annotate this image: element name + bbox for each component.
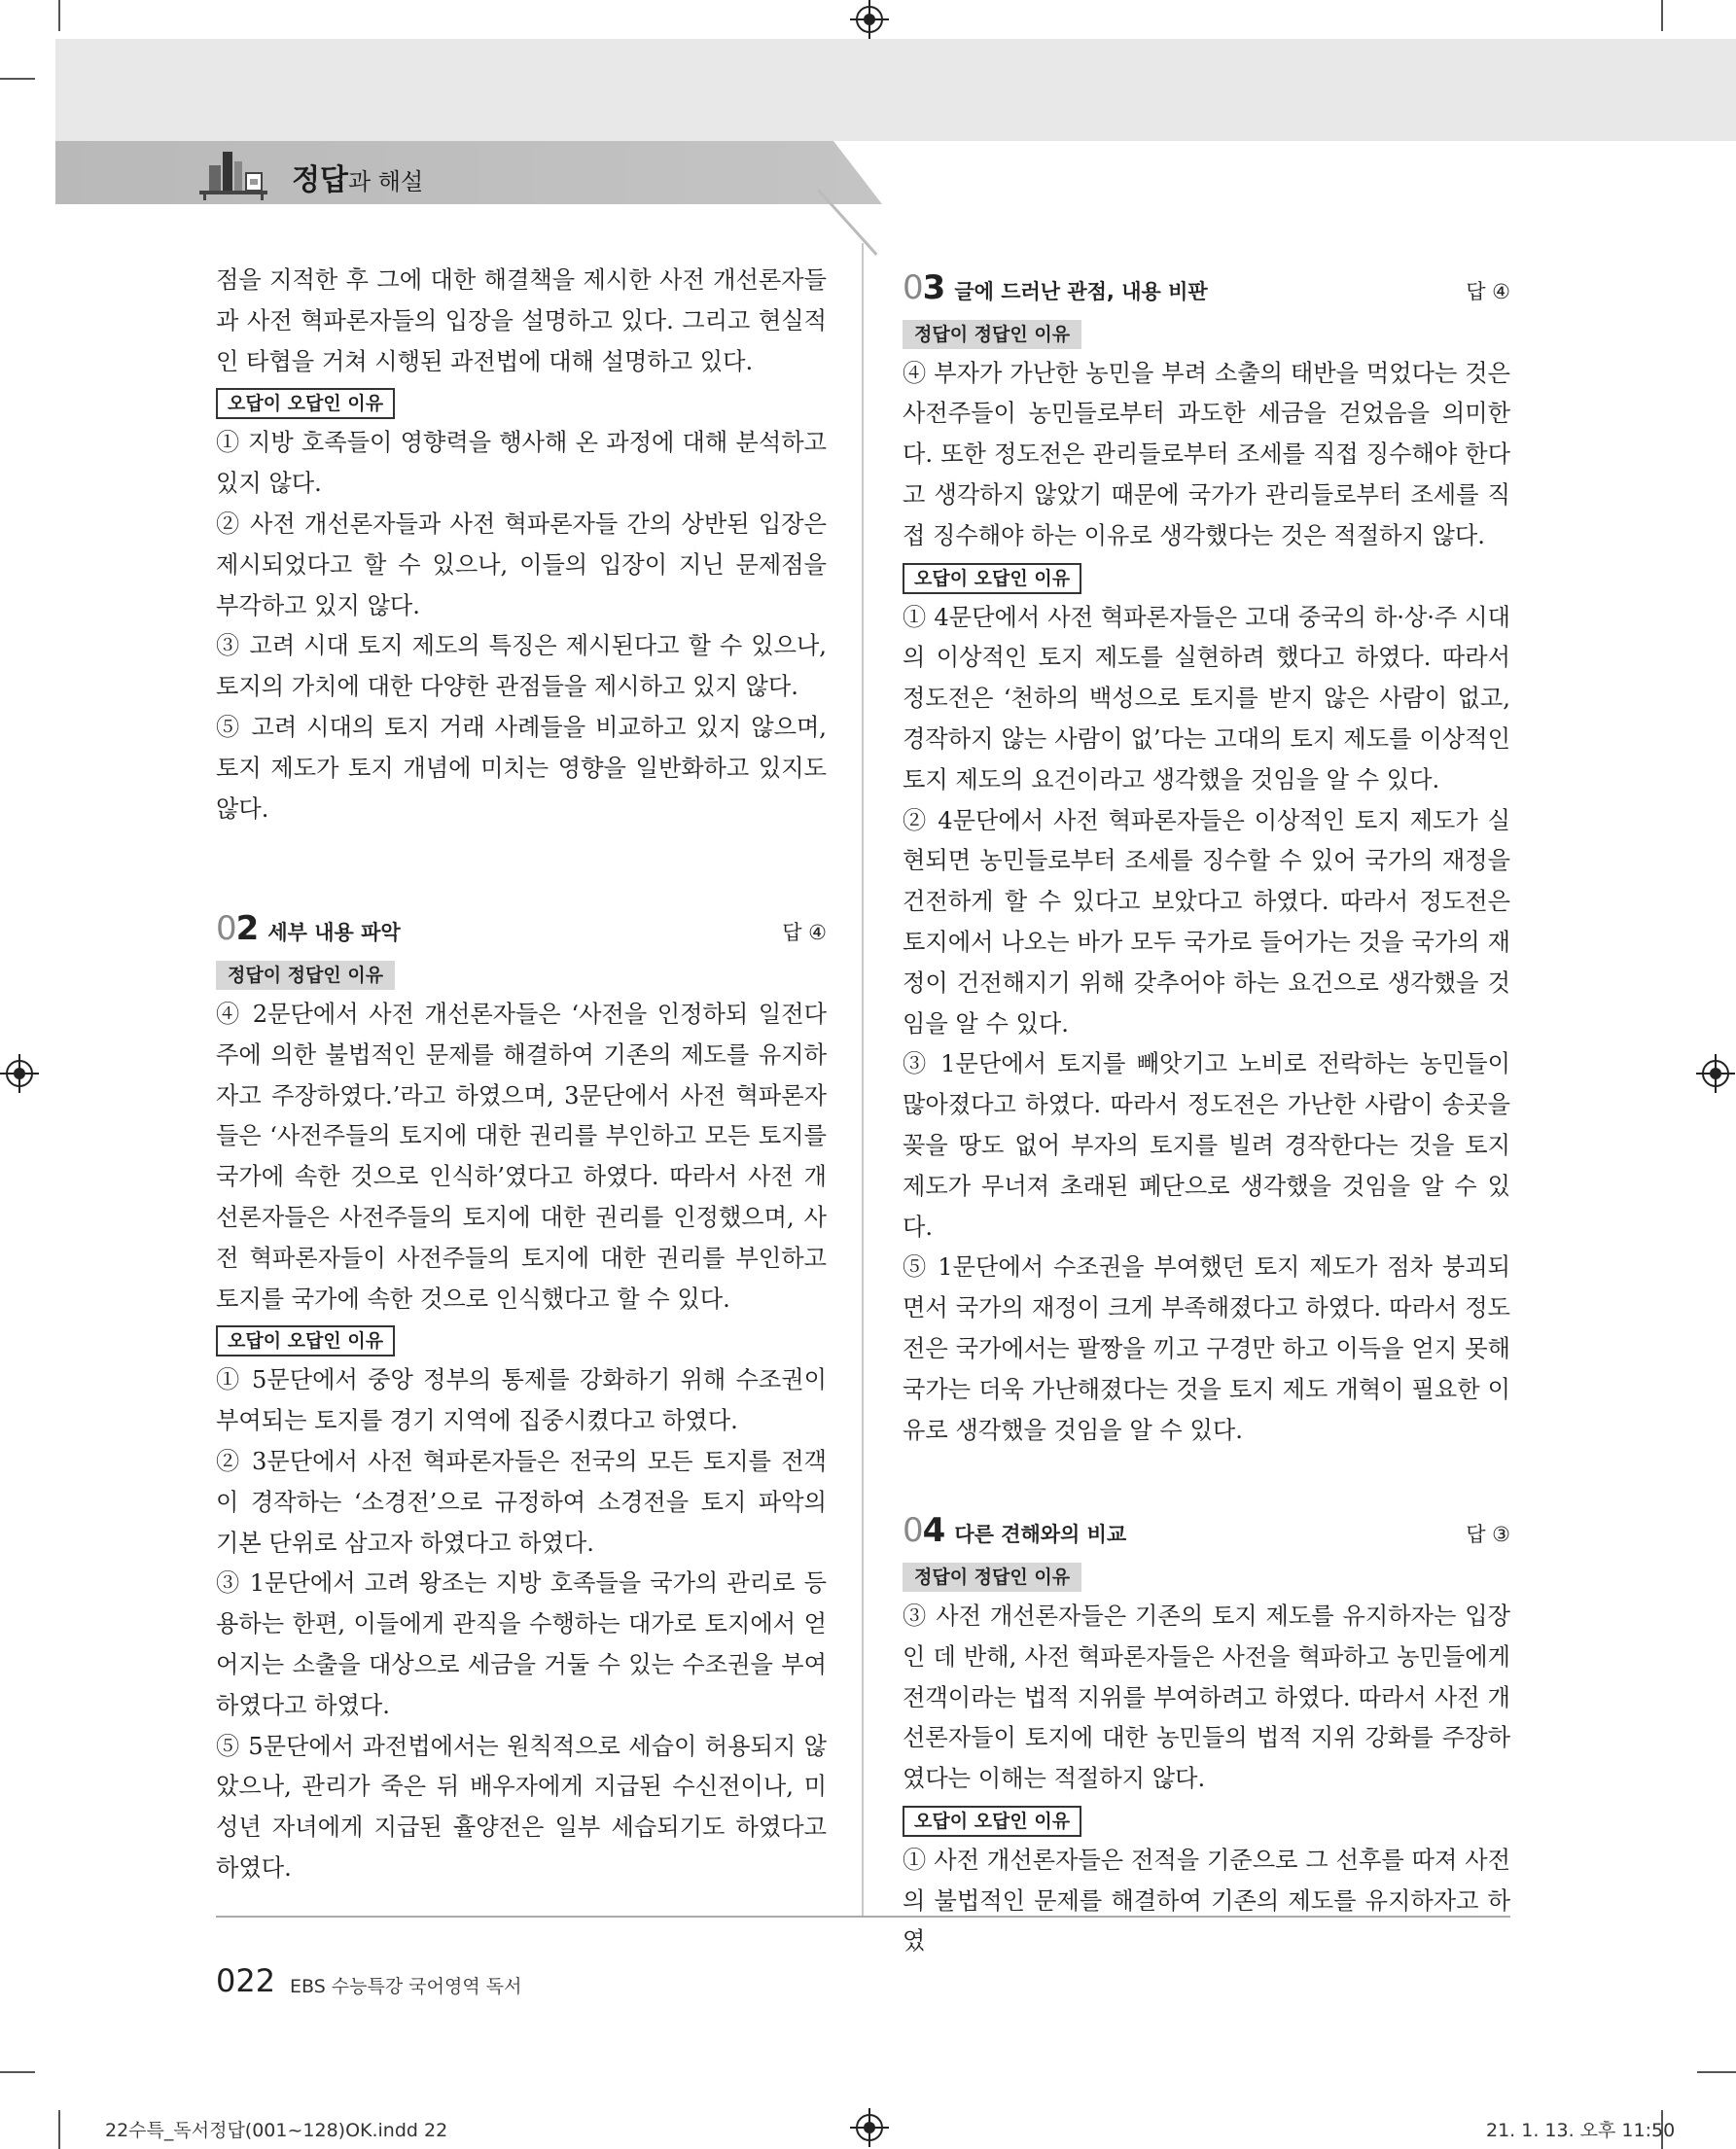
- question-3-header: [903, 268, 1510, 313]
- wrong-item: ② 4문단에서 사전 혁파론자들은 이상적인 토지 제도가 실현되면 농민들로부터 조세를 징수할 수 있어 국가의 재정을 건전하게 할 수 있다고 보았다고 하였다. 따라서 정도전은 토지에서 나오는 바가 모두 국가로 들어가는 것을 국가의 재정이 건전해지기 위해 갖추어야 하는 요건으로 생각했을 것임을 알 수 있다.: [903, 806, 1510, 1038]
- question-number: 03: [903, 268, 945, 307]
- wrong-item: ① 5문단에서 중앙 정부의 통제를 강화하기 위해 수조권이 부여되는 토지를 경기 지역에 집중시켰다고 하였다.: [216, 1366, 827, 1435]
- question-title: 다른 견해와의 비교: [954, 1523, 1127, 1547]
- intro-paragraph: 점을 지적한 후 그에 대한 해결책을 제시한 사전 개선론자들과 사전 혁파론자들의 입장을 설명하고 있다. 그리고 현실적인 타협을 거쳐 시행된 과전법에 대해 설명하고 있다.: [216, 266, 827, 375]
- correct-answer-label: 정답이 정답인 이유: [903, 1563, 1081, 1592]
- crop-mark: [58, 0, 60, 31]
- desk-lamp-books-icon: [199, 144, 267, 200]
- crop-mark: [1697, 2071, 1736, 2073]
- question-number: 04: [903, 1511, 945, 1551]
- wrong-item: ③ 1문단에서 토지를 빼앗기고 노비로 전락하는 농민들이 많아졌다고 하였다. 따라서 정도전은 가난한 사람이 송곳을 꽂을 땅도 없어 부자의 토지를 빌려 경작한다는 것을 토지 제도가 무너져 초래된 폐단으로 생각했을 것임을 알 수 있다.: [903, 1050, 1510, 1241]
- crop-mark: [0, 2071, 35, 2073]
- correct-explanation: ④ 2문단에서 사전 개선론자들은 ‘사전을 인정하되 일전다주에 의한 불법적인 문제를 해결하여 기존의 제도를 유지하자고 주장하였다.’라고 하였으며, 3문단에서 사전 혁파론자들은 ‘사전주들의 토지에 대한 권리를 부인하고 모든 토지를 국가에 속한 것으로 인식하’였다고 하였다. 따라서 사전 개선론자들은 사전주들의 토지에 대한 권리를 인정했으며, 사전 혁파론자들이 사전주들의 토지에 대한 권리를 부인하고 토지를 국가에 속한 것으로 인식했다고 할 수 있다.: [216, 1000, 827, 1313]
- footer-rule: [216, 1916, 1510, 1918]
- header-top-band: [55, 39, 1736, 141]
- question-title: 세부 내용 파악: [267, 921, 401, 945]
- wrong-answer-label: 오답이 오답인 이유: [216, 1325, 395, 1356]
- question-title: 글에 드러난 관점, 내용 비판: [954, 280, 1208, 303]
- question-4-header: [903, 1511, 1510, 1556]
- page-number: 022: [216, 1962, 276, 1999]
- wrong-item: ⑤ 1문단에서 수조권을 부여했던 토지 제도가 점차 붕괴되면서 국가의 재정이 크게 부족해졌다고 하였다. 따라서 정도전은 국가에서는 팔짱을 끼고 구경만 하고 이득을 얻지 못해 국가는 더욱 가난해졌다는 것을 토지 제도 개혁이 필요한 이유로 생각했을 것임을 알 수 있다.: [903, 1253, 1510, 1444]
- wrong-item: ① 4문단에서 사전 혁파론자들은 고대 중국의 하·상·주 시대의 이상적인 토지 제도를 실현하려 했다고 하였다. 따라서 정도전은 ‘천하의 백성으로 토지를 받지 않은 사람이 없고, 경작하지 않는 사람이 없’다는 고대의 토지 제도를 이상적인 토지 제도의 요건이라고 생각했을 것임을 알 수 있다.: [903, 603, 1510, 793]
- print-slug-file: 22수특_독서정답(001~128)OK.indd 22: [105, 2120, 448, 2141]
- wrong-item: ③ 1문단에서 고려 왕조는 지방 호족들을 국가의 관리로 등용하는 한편, 이들에게 관직을 수행하는 대가로 토지에서 얻어지는 소출을 대상으로 세금을 거둘 수 있는 수조권을 부여하였다고 하였다.: [216, 1569, 827, 1719]
- registration-mark-icon: [856, 6, 883, 33]
- wrong-item: ③ 고려 시대 토지 제도의 특징은 제시된다고 할 수 있으나, 토지의 가치에 대한 다양한 관점들을 제시하고 있지 않다.: [216, 632, 827, 701]
- wrong-item: ② 사전 개선론자들과 사전 혁파론자들 간의 상반된 입장은 제시되었다고 할 수 있으나, 이들의 입장이 지닌 문제점을 부각하고 있지 않다.: [216, 510, 827, 619]
- book-title: EBS 수능특강 국어영역 독서: [290, 1976, 522, 1997]
- crop-mark: [58, 2110, 60, 2149]
- question-2-header: [216, 909, 827, 954]
- right-column: [903, 268, 1510, 1962]
- registration-mark-icon: [6, 1060, 33, 1087]
- wrong-item: ② 3문단에서 사전 혁파론자들은 전국의 모든 토지를 전객이 경작하는 ‘소경전’으로 규정하여 소경전을 토지 파악의 기본 단위로 삼고자 하였다고 하였다.: [216, 1447, 827, 1557]
- question-number: 02: [216, 909, 259, 949]
- wrong-answer-label: 오답이 오답인 이유: [903, 1806, 1081, 1837]
- print-slug-time: 21. 1. 13. 오후 11:50: [1486, 2120, 1676, 2141]
- column-divider: [862, 243, 864, 1916]
- wrong-answer-label: 오답이 오답인 이유: [903, 563, 1081, 594]
- answer-label: 답 ④: [1466, 280, 1510, 303]
- answer-label: 답 ③: [1466, 1523, 1510, 1547]
- correct-answer-label: 정답이 정답인 이유: [216, 961, 395, 990]
- correct-explanation: ③ 사전 개선론자들은 기존의 토지 제도를 유지하자는 입장인 데 반해, 사전 혁파론자들은 사전을 혁파하고 농민들에게 전객이라는 법적 지위를 부여하려고 하였다. 따라서 사전 개선론자들이 토지에 대한 농민들의 법적 지위 강화를 주장하였다는 이해는 적절하지 않다.: [903, 1602, 1510, 1793]
- wrong-answer-label: 오답이 오답인 이유: [216, 388, 395, 419]
- correct-explanation: ④ 부자가 가난한 농민을 부려 소출의 태반을 먹었다는 것은 사전주들이 농민들로부터 과도한 세금을 걷었음을 의미한다. 또한 정도전은 관리들로부터 조세를 직접 징수해야 한다고 생각하지 않았기 때문에 국가가 관리들로부터 조세를 직접 징수해야 하는 이유로 생각했다는 것은 적절하지 않다.: [903, 359, 1510, 549]
- crop-mark: [1661, 0, 1663, 31]
- registration-mark-icon: [856, 2114, 883, 2141]
- wrong-item: ⑤ 5문단에서 과전법에서는 원칙적으로 세습이 허용되지 않았으나, 관리가 죽은 뒤 배우자에게 지급된 수신전이나, 미성년 자녀에게 지급된 휼양전은 일부 세습되기도 하였다고 하였다.: [216, 1732, 827, 1882]
- left-column: [216, 261, 827, 1889]
- registration-mark-icon: [1702, 1060, 1729, 1087]
- page-header-title: 정답과 해설: [292, 163, 424, 197]
- header-bar: [55, 141, 882, 204]
- correct-answer-label: 정답이 정답인 이유: [903, 320, 1081, 349]
- answer-label: 답 ④: [782, 921, 827, 945]
- crop-mark: [0, 78, 35, 80]
- wrong-item: ⑤ 고려 시대의 토지 거래 사례들을 비교하고 있지 않으며, 토지 제도가 토지 개념에 미치는 영향을 일반화하고 있지도 않다.: [216, 713, 827, 823]
- wrong-item: ① 지방 호족들이 영향력을 행사해 온 과정에 대해 분석하고 있지 않다.: [216, 429, 827, 498]
- wrong-item: ① 사전 개선론자들은 전적을 기준으로 그 선후를 따져 사전의 불법적인 문제를 해결하여 기존의 제도를 유지하자고 하였: [903, 1846, 1510, 1955]
